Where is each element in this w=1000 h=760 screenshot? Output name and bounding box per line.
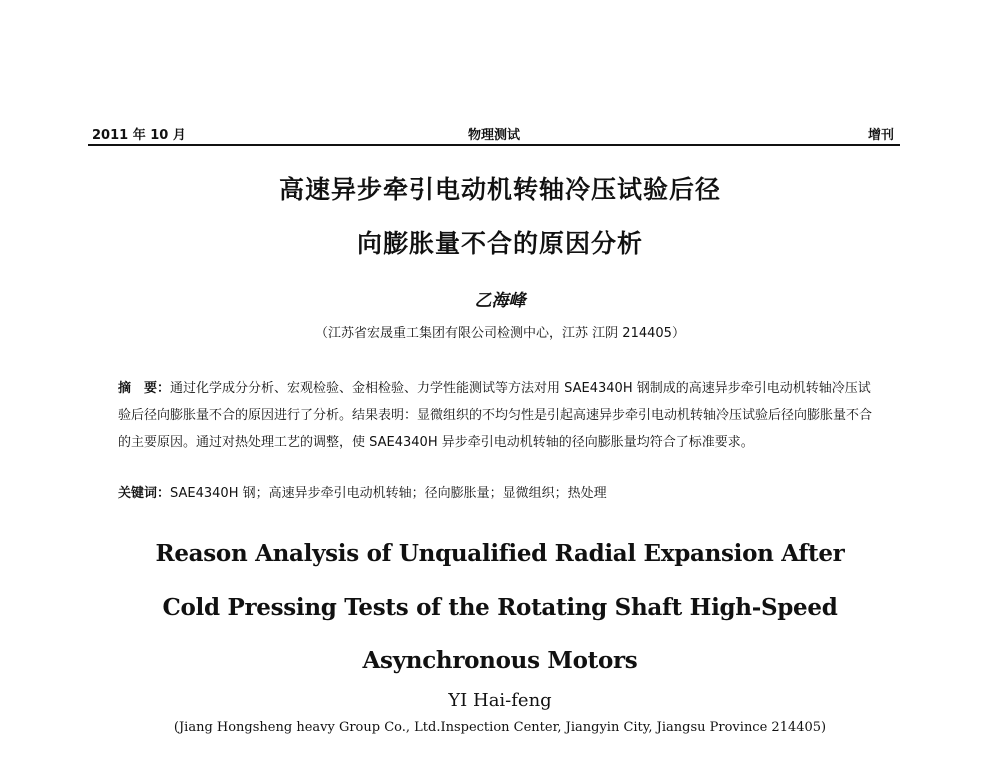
abstract-text: 通过化学成分分析、宏观检验、金相检验、力学性能测试等方法对用 SAE4340H 钢制成的高速异步牵引电动机转轴冷压试验后径向膨胀量不合的原因进行了分析。结果表明：显微组织的不均匀性是引起高速异步牵引电动机转轴冷压试验后径向膨胀量不合的主要原因。通过对热处理工艺的调整，使 SAE4340H 异步牵引电动机转轴的径向膨胀量均符合了标准要求。 [118,381,873,450]
keywords-label: 关键词： [118,486,171,501]
chinese-keywords [118,480,878,507]
chinese-author: 乙海峰 [474,291,526,311]
english-title-line-1: Reason Analysis of Unqualified Radial Expansion After [155,540,845,567]
header-date: 2011 年 10 月 [92,128,186,143]
running-header [88,120,900,146]
chinese-title-line-2: 向膨胀量不合的原因分析 [356,229,643,258]
english-author: YI Hai-feng [448,690,552,711]
header-issue: 增刊 [867,128,894,143]
english-title-line-3: Asynchronous Motors [362,647,638,674]
chinese-title-line-1: 高速异步牵引电动机转轴冷压试验后径 [278,175,721,204]
header-journal: 物理测试 [467,128,520,143]
english-title-line-2: Cold Pressing Tests of the Rotating Shaft High-Speed [162,594,838,621]
chinese-affiliation: （江苏省宏晟重工集团有限公司检测中心，江苏 江阴 214405） [315,326,685,341]
chinese-abstract [118,375,878,456]
keywords-text: SAE4340H 钢；高速异步牵引电动机转轴；径向膨胀量；显微组织；热处理 [170,486,607,501]
english-affiliation: (Jiang Hongsheng heavy Group Co., Ltd.Inspection Center, Jiangyin City, Jiangsu Province 214405) [173,720,827,735]
abstract-label: 摘 要： [118,381,171,396]
